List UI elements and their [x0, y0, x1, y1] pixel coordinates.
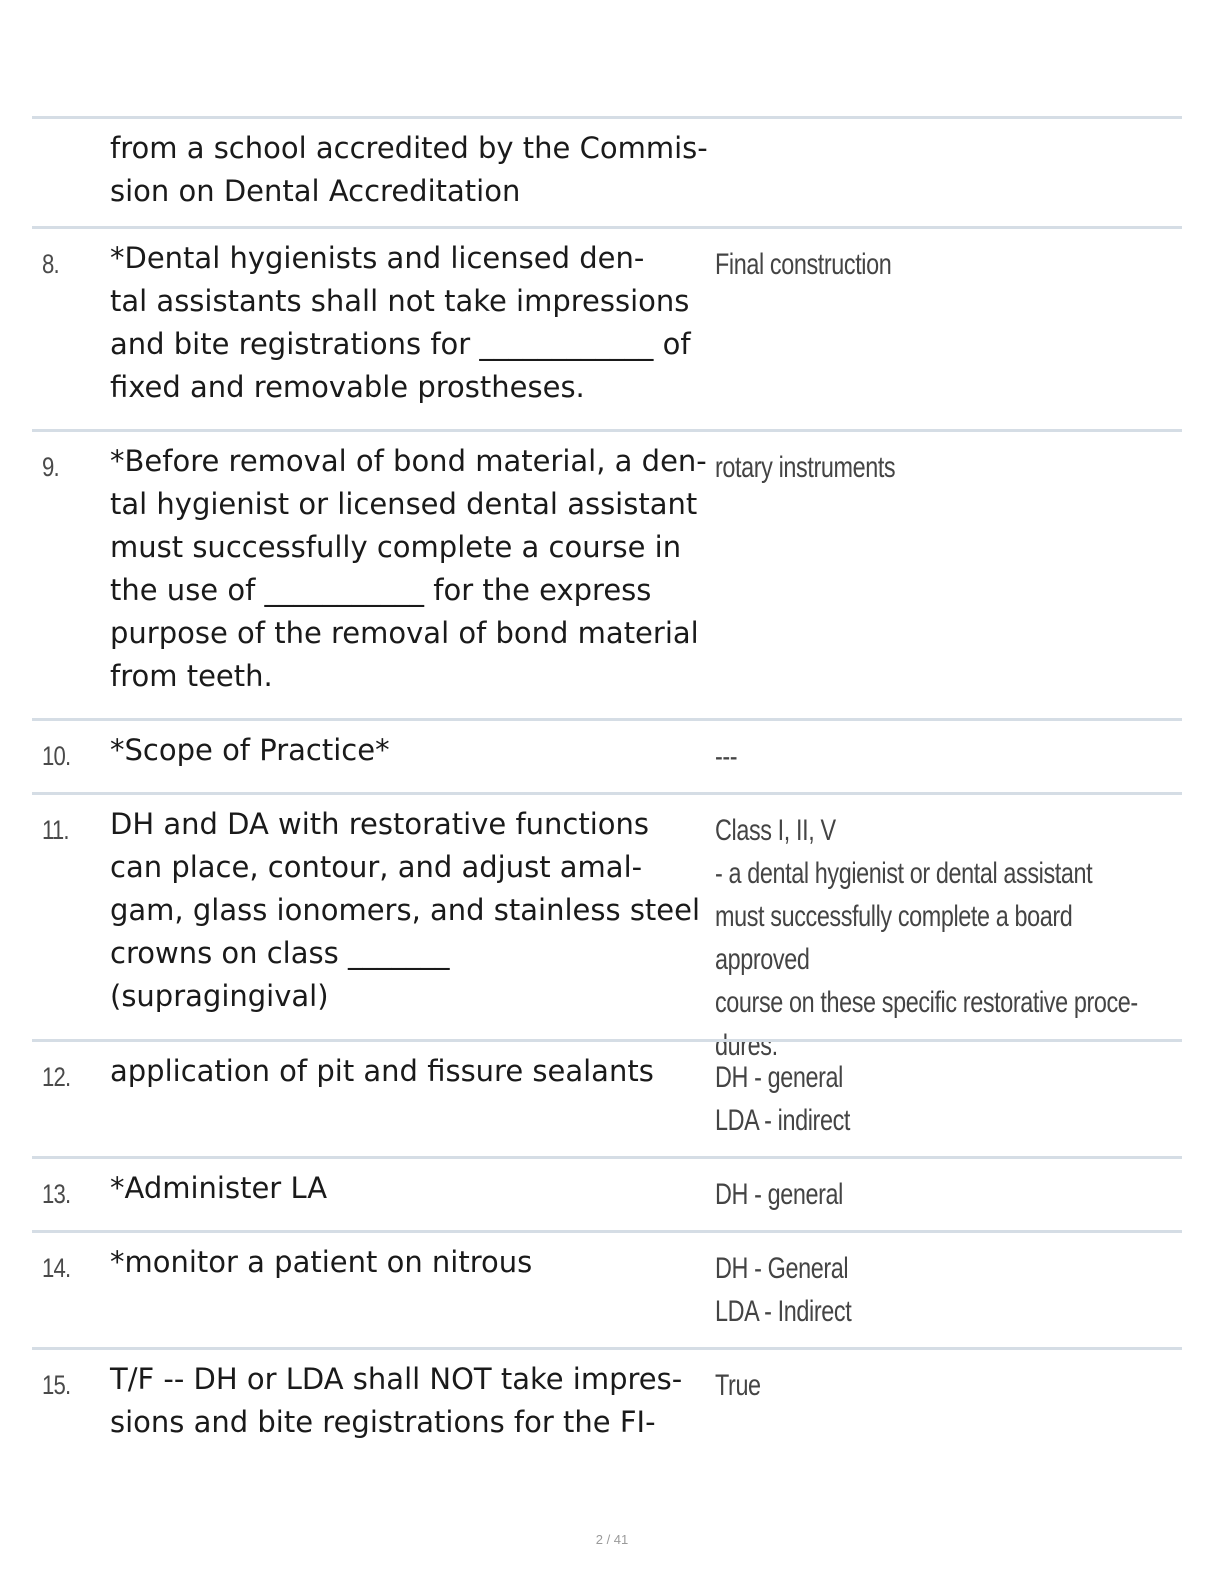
row-question: *monitor a patient on nitrous: [110, 1245, 533, 1279]
row-number: 12.: [42, 1062, 71, 1092]
flashcard-table: [32, 116, 1182, 1457]
table-row: [32, 1156, 1182, 1230]
row-answer: DH - general LDA - indirect: [715, 1061, 851, 1137]
row-question: DH and DA with restorative functions can place, contour, and adjust amal- gam, glass ionomers, and stainless steel crowns on class _______ (supragingival): [110, 807, 701, 1013]
row-answer: DH - General LDA - Indirect: [715, 1252, 852, 1328]
row-number: 13.: [42, 1179, 71, 1209]
table-row: [32, 429, 1182, 718]
row-answer: True: [715, 1369, 761, 1402]
table-row: [32, 792, 1182, 1062]
row-answer: Class I, II, V - a dental hygienist or dental assistant must successfully complete a board approved course on these specific restorative proce- dures.: [715, 814, 1138, 1062]
row-answer: ---: [715, 740, 738, 773]
row-question: application of pit and fissure sealants: [110, 1054, 654, 1088]
row-question: T/F -- DH or LDA shall NOT take impres- sions and bite registrations for the FI-: [110, 1362, 683, 1439]
table-row: [32, 116, 1182, 226]
row-number: 8.: [42, 249, 59, 279]
row-question: *Before removal of bond material, a den- tal hygienist or licensed dental assistant must successfully complete a course in the use of ___________ for the express purpose of the removal of bond material from teeth.: [110, 444, 707, 693]
table-row: [32, 718, 1182, 792]
row-question: *Dental hygienists and licensed den- tal assistants shall not take impressions and bite registrations for ____________ of fixed and removable prostheses.: [110, 241, 691, 404]
row-answer: DH - general: [715, 1178, 843, 1211]
table-row: [32, 1039, 1182, 1156]
row-question: from a school accredited by the Commis- sion on Dental Accreditation: [110, 131, 708, 208]
row-number: 14.: [42, 1253, 71, 1283]
table-row: [32, 226, 1182, 429]
row-number: 9.: [42, 452, 59, 482]
row-number: 11.: [42, 815, 69, 845]
table-row: [32, 1230, 1182, 1347]
row-question: *Scope of Practice*: [110, 733, 390, 767]
table-row: [32, 1347, 1182, 1457]
page-indicator: 2 / 41: [595, 1532, 629, 1547]
row-answer: Final construction: [715, 248, 892, 281]
row-number: 15.: [42, 1370, 71, 1400]
row-question: *Administer LA: [110, 1171, 328, 1205]
row-answer: rotary instruments: [715, 451, 896, 484]
row-number: 10.: [42, 741, 71, 771]
